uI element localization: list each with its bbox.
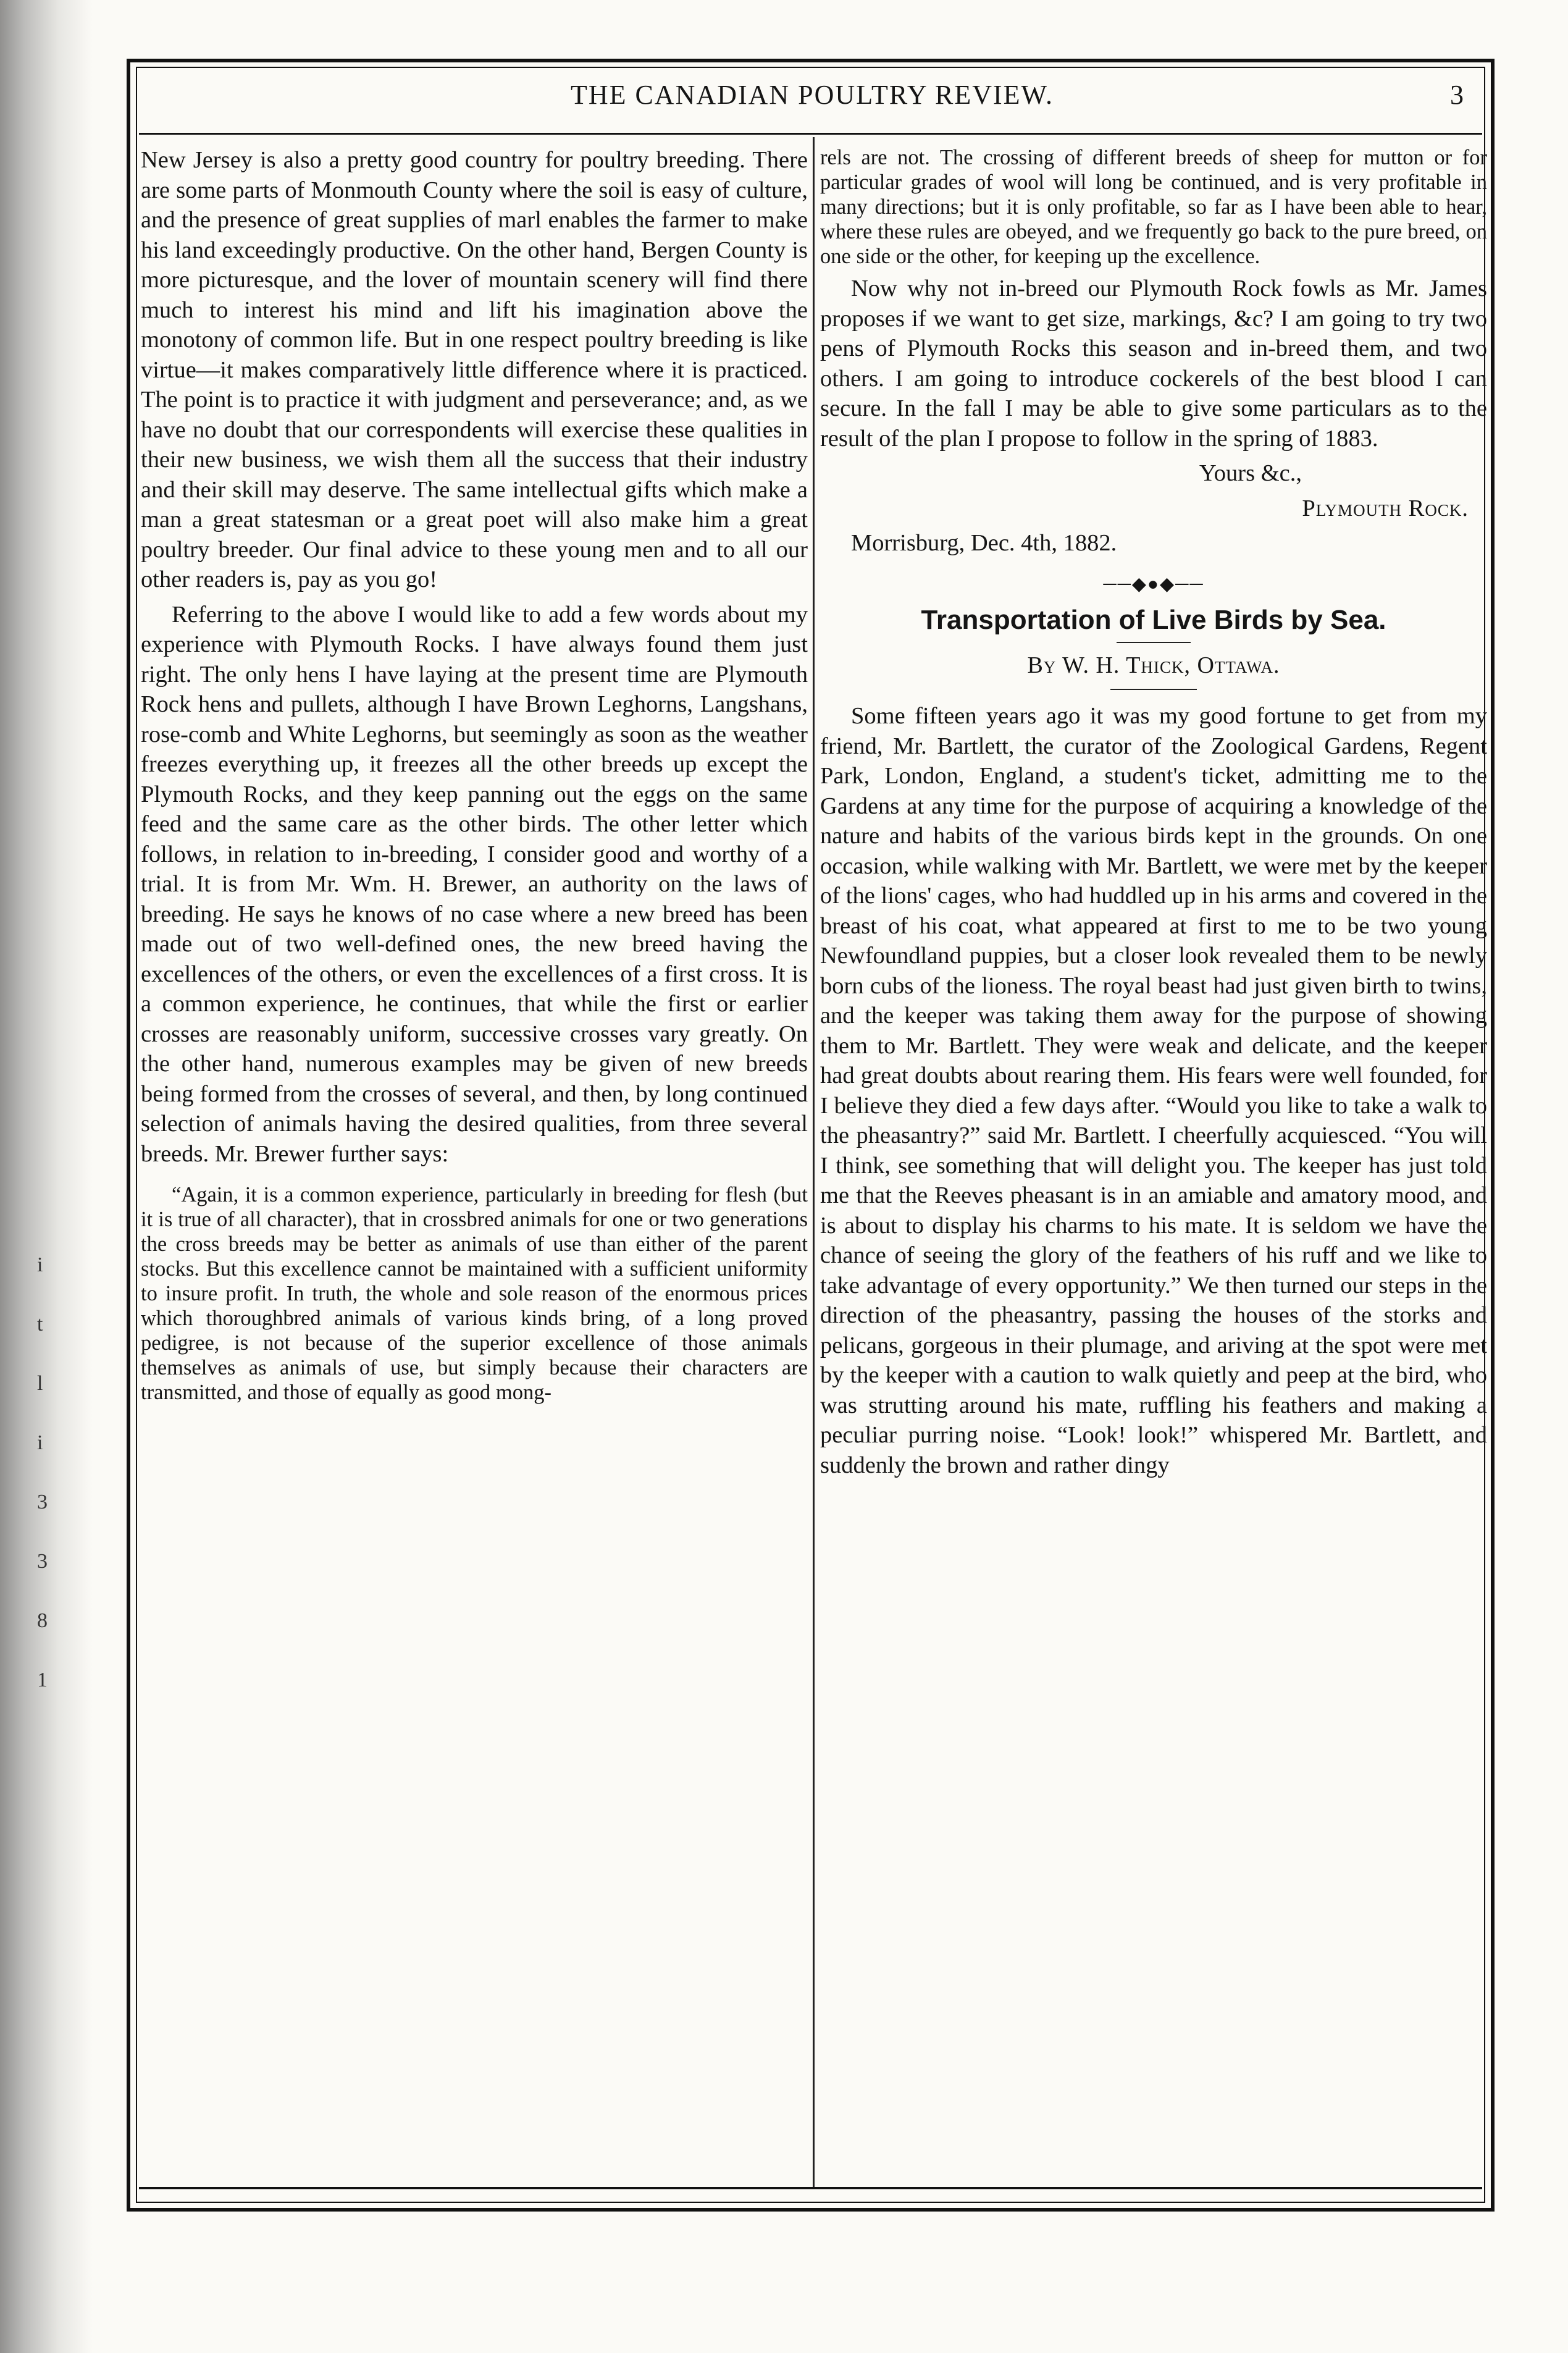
binding-shadow [0,0,93,2353]
header-rule [139,133,1482,135]
article-byline: By W. H. Thick, Ottawa. [1027,652,1280,678]
paragraph: Referring to the above I would like to add a few words about my experience with Plymouth Rocks. I have always found them just right. The only hens I have laying at the present time are Plymouth Rock hens and pullets, although I have Brown Leghorns, Langshans, rose-comb and White Leghorns, but seemingly as soon as the weather freezes everything up, it freezes all the other breeds up except the Plymouth Rocks, and they keep panning out the eggs on the same feed and the same care as the other birds. The other letter which follows, in relation to in-breeding, I consider good and worthy of a trial. It is from Mr. Wm. H. Brewer, an authority on the laws of breeding. He says he knows of no case where a new breed has been made out of two well-defined ones, the new breed having the excellences of the others, or even the excellences of a first cross. It is a common experience, he continues, that while the first or earlier crosses are reasonably uniform, successive crosses vary greatly. On the other hand, numerous examples may be given of new breeds being formed from the crosses of several, and then, by long continued selection of animals having the desired qualities, from three several breeds. Mr. Brewer further says: [141,601,808,1167]
margin-mark: i [37,1253,43,1276]
letter-signature: Plymouth Rock. [1302,495,1469,521]
margin-mark: 8 [37,1609,48,1632]
quoted-passage: “Again, it is a common experience, particularly in breeding for flesh (but it is true of all character), that in crossbred animals for one or two generations the cross breeds may be better as animals of use than either of the parent stocks. But this excellence cannot be maintained with a sufficient uniformity to insure profit. In truth, the whole and sole reason of the enormous prices which thoroughbred animals of various kinds bring, of a long proved pedigree, is not because of the superior excellence of those animals themselves as animals of use, but simply because their characters are transmitted, and those of equally as good mong- [141,1183,808,1404]
right-column [820,145,1487,1485]
publication-title: THE CANADIAN POULTRY REVIEW. [571,80,1054,110]
letter-closing: Yours &c., [1199,460,1302,486]
article-body: Some fifteen years ago it was my good fortune to get from my friend, Mr. Bartlett, the curator of the Zoological Gardens, Regent Park, London, England, a student's ticket, admitting me to the Gardens at any time for the purpose of acquiring a knowledge of the nature and habits of the various birds kept in the grounds. On one occasion, while walking with Mr. Bartlett, we were met by the keeper of the lions' cages, who had huddled up in his arms and covered in the breast of his coat, what appeared at first to me to be two young Newfoundland puppies, but a closer look revealed them to be newly born cubs of the lioness. The royal beast had just given birth to twins, and the keeper was taking them away for the purpose of showing them to Mr. Bartlett. They were weak and delicate, and the keeper had great doubts about rearing them. His fears were well founded, for I believe they died a few days after. “Would you like to take a walk to the pheasantry?” said Mr. Bartlett. I cheerfully acquiesced. “You will I think, see something that will delight you. The keeper has just told me that the Reeves pheasant is in an amiable and amatory mood, and is about to display his charms to his mate. It is seldom we have the chance of seeing the glory of the feathers of his ruff and we like to take advantage of every opportunity.” We then turned our steps in the direction of the pheasantry, passing the houses of the storks and pelicans, gorgeous in their plumage, and ariving at the spot were met by the keeper with a caution to walk quietly and peep at the bird, who was strutting around his mate, ruffling his feathers and making a peculiar purring noise. “Look! look!” whispered Mr. Bartlett, and suddenly the brown and rather dingy [820,703,1487,1478]
paragraph: New Jersey is also a pretty good country for poultry breeding. There are some parts of Monmouth County where the soil is easy of culture, and the presence of great supplies of marl enables the farmer to make his land exceedingly productive. On the other hand, Bergen County is more picturesque, and the lover of mountain scenery will find there much to interest his mind and lift his imagination above the monotony of common life. But in one respect poultry breeding is like virtue—it makes comparatively little difference where it is practiced. The point is to practice it with judgment and perseverance; and, as we have no doubt that our correspondents will exercise these qualities in their new business, we wish them all the success that their industry and their skill may deserve. The same intellectual gifts which make a man a great statesman or a great poet will also make him a great poultry breeder. Our final advice to these young men and to all our other readers is, pay as you go! [141,147,808,592]
margin-marks [37,1235,86,1710]
left-column [141,145,808,1410]
margin-mark: l [37,1372,43,1395]
article-title: Transportation of Live Birds by Sea. [921,605,1386,635]
margin-mark: 1 [37,1669,48,1691]
place-date: Morrisburg, Dec. 4th, 1882. [851,530,1117,556]
ornament-divider: ──◆●◆── [1103,573,1204,594]
paragraph: Now why not in-breed our Plymouth Rock fowls as Mr. James proposes if we want to get size, markings, &c? I am going to try two pens of Plymouth Rocks this season and in-breed them, and two others. I am going to introduce cockerels of the best blood I can secure. In the fall I may be able to give some particulars as to the result of the plan I propose to follow in the spring of 1883. [820,276,1487,452]
running-header [148,73,1476,122]
byline-rule [1110,689,1197,690]
margin-mark: i [37,1431,43,1454]
column-divider [813,137,815,2188]
margin-mark: 3 [37,1491,48,1513]
margin-mark: t [37,1313,43,1336]
title-rule [1117,642,1191,643]
bottom-rule [139,2187,1482,2189]
paragraph: rels are not. The crossing of different breeds of sheep for mutton or for particular grades of wool will long be continued, and is very profitable in many directions; but it is only profitable, so far as I have been able to hear, where these rules are obeyed, and we frequently go back to the pure breed, on one side or the other, for keeping up the excellence. [820,146,1487,268]
page-number: 3 [1450,80,1464,110]
margin-mark: 3 [37,1550,48,1573]
